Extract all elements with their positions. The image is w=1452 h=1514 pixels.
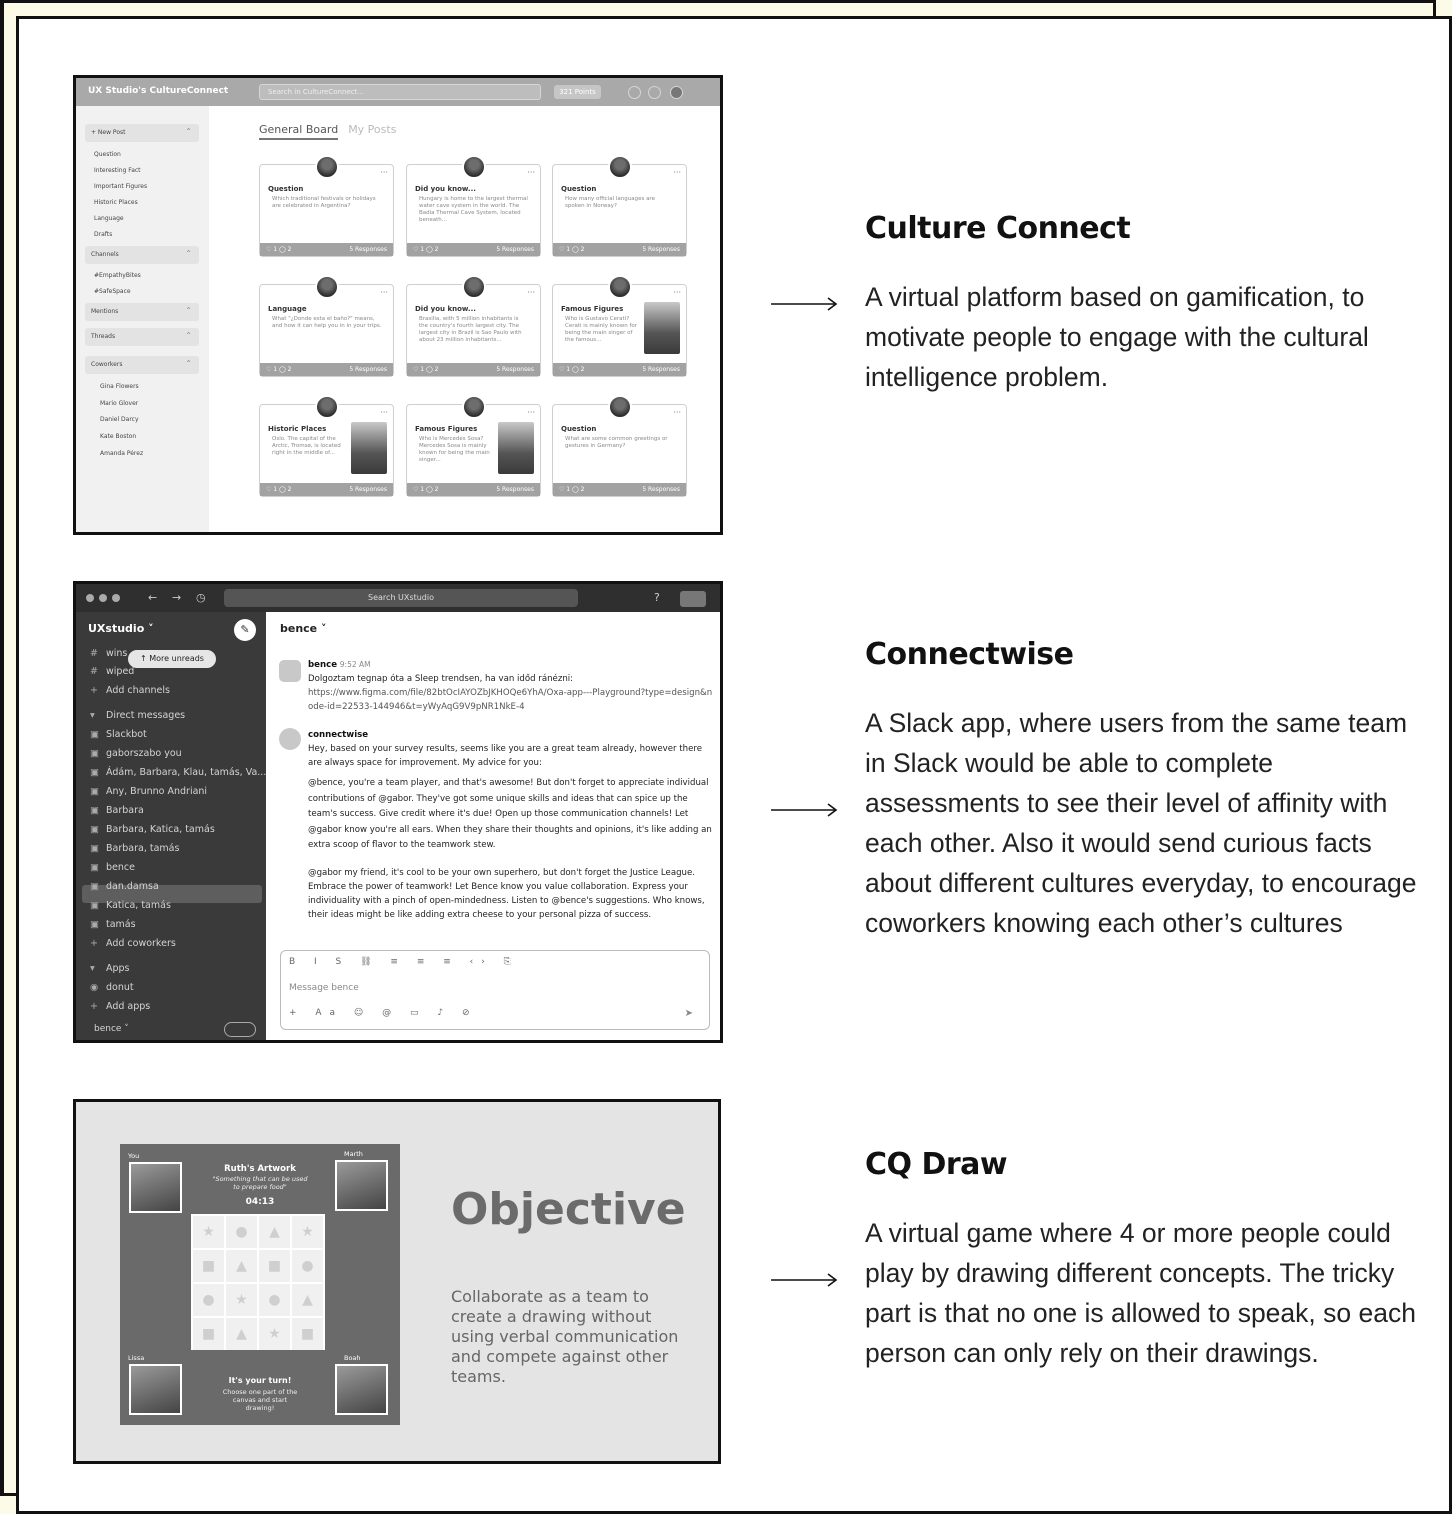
huddle-toggle[interactable] (224, 1022, 256, 1037)
sidebar-item[interactable] (90, 982, 134, 993)
player-label-lissa: Lissa (128, 1354, 145, 1362)
sidebar-item[interactable] (90, 767, 266, 778)
avatar[interactable] (680, 591, 706, 607)
sidebar-item-label: tamás (106, 919, 136, 930)
post-text: Who is Gustavo Cerati? Cerati is mainly known for being the main singer of the famous... (565, 316, 638, 343)
avatar (315, 395, 339, 419)
turn-title: It's your turn! (228, 1376, 292, 1385)
post-heading: Question (268, 185, 304, 193)
post-footer (407, 243, 540, 256)
post-image (644, 302, 680, 354)
more-icon[interactable]: ··· (673, 168, 681, 177)
cc-threads-group[interactable]: Threads ⌃ (85, 328, 199, 346)
message-composer[interactable] (280, 950, 710, 1030)
window-dot[interactable] (86, 594, 94, 602)
avatar (315, 275, 339, 299)
sidebar-item-label: dan.damsa (106, 881, 159, 892)
avatar (608, 275, 632, 299)
message-link[interactable]: https://www.figma.com/file/82btOcIAYOZbJKHOQe6YhA/Oxa-app---Playground?type=design&node-id=22533-144946&t=yWyAqG9V9pNR1NkE-4 (308, 688, 713, 712)
drawing-canvas[interactable] (191, 1214, 325, 1350)
message (308, 728, 713, 770)
sidebar-item[interactable] (90, 805, 144, 816)
sidebar-item[interactable] (90, 938, 176, 949)
channel-icon: # (90, 666, 98, 677)
sidebar-item[interactable] (90, 963, 130, 974)
cc-post-card[interactable] (259, 404, 394, 497)
avatar-icon: ▣ (90, 843, 99, 854)
sidebar-item[interactable] (90, 729, 147, 740)
sidebar-item[interactable] (90, 786, 207, 797)
cc-search-input[interactable]: Search in CultureConnect... (259, 84, 541, 100)
window-dot[interactable] (112, 594, 120, 602)
cw-titlebar (76, 584, 720, 612)
tab-my-posts[interactable]: My Posts (348, 123, 397, 136)
avatar-icon: ▣ (90, 881, 99, 892)
canvas-cell[interactable]: ★ (259, 1318, 290, 1350)
post-text: Which traditional festivals or holidays are celebrated in Argentina? (272, 196, 376, 209)
sidebar-item[interactable] (90, 881, 159, 892)
sidebar-item[interactable] (90, 1001, 150, 1012)
cc-coworker[interactable]: Gina Flowers (100, 383, 139, 390)
avatar-icon: ▣ (90, 729, 99, 740)
project-description: A virtual platform based on gamification, to motivate people to engage with the cultural intelligence problem. (865, 282, 1369, 392)
more-icon[interactable]: ··· (527, 288, 535, 297)
cc-notification-icon[interactable] (628, 86, 641, 99)
sidebar-item-label: wins (106, 648, 128, 659)
canvas-cell[interactable]: ▲ (292, 1284, 323, 1316)
arrow-right-icon (771, 803, 839, 817)
culture-connect-screenshot (73, 75, 723, 535)
sidebar-item-label: Add coworkers (106, 938, 176, 949)
cc-post-type[interactable]: Historic Places (94, 199, 138, 206)
post-heading: Question (561, 425, 597, 433)
cc-tabs (259, 123, 396, 136)
post-responses: 5 Responses (496, 366, 534, 373)
sidebar-item[interactable] (90, 824, 215, 835)
post-footer (553, 243, 686, 256)
post-reactions: ♡ 1 ◯ 2 (266, 366, 292, 373)
canvas-cell[interactable]: ★ (226, 1284, 257, 1316)
post-reactions: ♡ 1 ◯ 2 (413, 486, 439, 493)
avatar (462, 395, 486, 419)
sidebar-item[interactable] (90, 648, 127, 659)
post-footer (260, 483, 393, 496)
more-icon[interactable]: ··· (527, 168, 535, 177)
cq-draw-screenshot (73, 1099, 721, 1464)
sidebar-item-label: Add channels (106, 685, 170, 696)
message (308, 658, 713, 714)
cc-brand: UX Studio's CultureConnect (88, 86, 229, 96)
sidebar-item[interactable] (90, 919, 136, 930)
post-text: What are some common greetings or gestures in Germany? (565, 436, 668, 449)
cc-post-type[interactable]: Question (94, 151, 121, 158)
footer-user[interactable]: bence ˅ (94, 1024, 129, 1034)
sidebar-item-label: Apps (106, 963, 130, 974)
objective-heading: Objective (451, 1184, 686, 1235)
game-board (120, 1144, 400, 1425)
cc-topbar (76, 78, 720, 106)
post-footer (553, 363, 686, 376)
message-input[interactable]: Message bence (289, 983, 359, 993)
player-label-marth: Marth (344, 1150, 363, 1158)
composer-actions[interactable]: + Aa ☺ @ ▭ ♪ ⊘ (289, 1008, 478, 1018)
sidebar-item[interactable] (90, 748, 182, 759)
connectwise-screenshot (73, 581, 723, 1043)
cc-new-post-button[interactable]: + New Post ⌃ (85, 124, 199, 142)
more-icon[interactable]: ··· (380, 288, 388, 297)
project-description: A virtual game where 4 or more people could play by drawing different concepts. The tricky part is that no one is allowed to speak, so each person can only rely on their drawings. (865, 1218, 1416, 1368)
cc-post-card[interactable] (406, 284, 541, 377)
cc-sidebar (76, 106, 209, 535)
cc-points-badge: 321 Points (554, 85, 601, 99)
canvas-cell[interactable]: ★ (292, 1216, 323, 1248)
turn-subtitle: Choose one part of the canvas and start drawing! (222, 1388, 298, 1412)
post-footer (407, 363, 540, 376)
cc-channel[interactable]: #EmpathyBites (94, 272, 141, 279)
cc-avatar[interactable] (670, 86, 683, 99)
message-author[interactable]: bence (308, 660, 338, 670)
cc-settings-icon[interactable] (648, 86, 661, 99)
message-author[interactable]: connectwise (308, 730, 369, 740)
sidebar-item-label: Barbara (106, 805, 144, 816)
donut-icon: ◉ (90, 982, 99, 993)
history-icon[interactable]: ◷ (196, 591, 206, 604)
round-timer: 04:13 (245, 1197, 275, 1207)
post-reactions: ♡ 1 ◯ 2 (559, 486, 585, 493)
post-text: Who is Mercedes Sosa? Mercedes Sosa is mainly known for being the main singer... (419, 436, 490, 463)
help-icon[interactable]: ? (654, 591, 660, 604)
sidebar-item-label: wiped (106, 666, 135, 677)
post-heading: Language (268, 305, 307, 313)
post-text: Hungary is home to the largest thermal water cave system in the world. The Badia Thermal Cave System, located beneath... (419, 196, 528, 223)
canvas-cell[interactable]: ● (292, 1250, 323, 1282)
message-text: @bence, you're a team player, and that's awesome! But don't forget to appreciate individual contributions of @gabor. They've got some unique skills and ideas that can spice up the team's success. Give credit where it's due! Open up those communication channels! Let @gabor know you're all ears. When they share their thoughts and opinions, it's like adding an extra scoop of flavor to the teamwork stew. (308, 778, 712, 850)
cc-post-card[interactable] (406, 164, 541, 257)
post-reactions: ♡ 1 ◯ 2 (559, 246, 585, 253)
cc-post-card[interactable] (259, 284, 394, 377)
objective-text: Collaborate as a team to create a drawing without using verbal communication and compete against other teams. (451, 1287, 679, 1386)
cw-search-input[interactable]: Search UXstudio (224, 589, 578, 607)
more-icon[interactable]: ··· (673, 408, 681, 417)
caret-icon: ▾ (90, 963, 95, 974)
sidebar-item-label: donut (106, 982, 134, 993)
avatar-icon: ▣ (90, 900, 99, 911)
post-footer (407, 483, 540, 496)
more-icon[interactable]: ··· (673, 288, 681, 297)
sidebar-item-label: Any, Brunno Andriani (106, 786, 208, 797)
sidebar-item[interactable] (90, 685, 170, 696)
post-heading: Did you know... (415, 185, 476, 193)
post-responses: 5 Responses (349, 246, 387, 253)
canvas-cell[interactable]: ▲ (226, 1250, 257, 1282)
post-footer (260, 363, 393, 376)
canvas-cell[interactable]: ▲ (259, 1216, 290, 1248)
sidebar-item[interactable] (90, 710, 185, 721)
cc-post-card[interactable] (406, 404, 541, 497)
post-responses: 5 Responses (642, 366, 680, 373)
more-icon[interactable]: ··· (380, 408, 388, 417)
cc-post-type[interactable]: Important Figures (94, 183, 148, 190)
post-text: Brasilia, with 5 million inhabitants is the country's fourth largest city. The largest city in Brazil is Sao Paulo with about 23 million inhabitants... (419, 316, 522, 343)
sidebar-item-label: Barbara, Katica, tamás (106, 824, 215, 835)
post-responses: 5 Responses (642, 486, 680, 493)
connectwise-logo-icon (279, 728, 301, 750)
message-text: @gabor my friend, it's cool to be your own superhero, but don't forget the Justice League. Embrace the power of teamwork! Let Bence know you value collaboration. Express your individuality with a pinch of open-mindedness. Listen to @bence's suggestions. Who knows, their ideas might be like adding extra cheese to your personal pizza of success. (308, 868, 705, 920)
sidebar-item-label: Barbara, tamás (106, 843, 180, 854)
cc-post-card[interactable] (552, 284, 687, 377)
artwork-prompt: "Something that can be used to prepare food" (212, 1175, 308, 1191)
post-text: How many official languages are spoken in Norway? (565, 196, 655, 209)
cc-coworker[interactable]: Amanda Pérez (100, 450, 144, 457)
cc-channel[interactable]: #SafeSpace (94, 288, 131, 295)
more-icon[interactable]: ··· (380, 168, 388, 177)
post-heading: Famous Figures (415, 425, 478, 433)
avatar-icon: ▣ (90, 748, 99, 759)
avatar-icon: ▣ (90, 805, 99, 816)
post-heading: Did you know... (415, 305, 476, 313)
compose-icon[interactable]: ✎ (234, 619, 256, 641)
cc-coworkers-group[interactable]: Coworkers ⌃ (85, 356, 199, 374)
player-label-you: You (128, 1152, 140, 1160)
post-responses: 5 Responses (496, 486, 534, 493)
post-reactions: ♡ 1 ◯ 2 (266, 486, 292, 493)
post-heading: Question (561, 185, 597, 193)
channel-icon: # (90, 648, 98, 659)
canvas-cell[interactable]: ■ (193, 1250, 224, 1282)
post-reactions: ♡ 1 ◯ 2 (266, 246, 292, 253)
cc-coworker[interactable]: Kate Boston (100, 433, 137, 440)
avatar-icon: ▣ (90, 862, 99, 873)
message-time: 9:52 AM (339, 660, 371, 669)
post-text: Oslo. The capital of the Arctic, Tromsø, is located right in the middle of... (272, 436, 341, 456)
post-heading: Famous Figures (561, 305, 624, 313)
plus-icon: + (90, 685, 98, 696)
more-unreads-button[interactable]: ↑ More unreads (128, 650, 216, 668)
post-footer (553, 483, 686, 496)
cc-post-type[interactable]: Language (94, 215, 124, 222)
avatar-icon: ▣ (90, 786, 99, 797)
canvas-cell[interactable]: ▲ (226, 1318, 257, 1350)
canvas-cell[interactable]: ★ (193, 1216, 224, 1248)
workspace-name[interactable]: UXstudio ˅ (88, 622, 154, 635)
canvas-cell[interactable]: ● (259, 1284, 290, 1316)
cc-post-type[interactable]: Drafts (94, 231, 113, 238)
cc-coworker[interactable]: Daniel Darcy (100, 416, 139, 423)
cc-post-card[interactable] (552, 404, 687, 497)
avatar (315, 155, 339, 179)
cw-sidebar (76, 612, 266, 1043)
send-icon[interactable]: ➤ (684, 1008, 693, 1019)
post-responses: 5 Responses (349, 486, 387, 493)
sidebar-item-label: Direct messages (106, 710, 186, 721)
sidebar-item[interactable] (90, 900, 171, 911)
avatar (279, 660, 301, 682)
avatar (608, 155, 632, 179)
artwork-title: Ruth's Artwork (224, 1164, 296, 1174)
project-description: A Slack app, where users from the same team in Slack would be able to complete assessments to see their level of affinity with each other. Also it would send curious facts about different cultures everyday, to encourage coworkers knowing each other’s cultures (865, 708, 1417, 938)
canvas-cell[interactable]: ■ (259, 1250, 290, 1282)
avatar-icon: ▣ (90, 767, 99, 778)
sidebar-item[interactable] (90, 843, 179, 854)
player-label-boah: Boah (344, 1354, 361, 1362)
channel-header[interactable]: bence ˅ (280, 622, 327, 635)
plus-icon: + (90, 1001, 98, 1012)
canvas-cell[interactable]: ■ (193, 1318, 224, 1350)
project-title: Connectwise (865, 637, 1074, 672)
more-icon[interactable]: ··· (527, 408, 535, 417)
post-text: What "¿Donde esta el baño?" means, and how it can help you in in your trips. (272, 316, 382, 329)
cc-coworker[interactable]: Mario Glover (100, 400, 139, 407)
project-title: CQ Draw (865, 1147, 1008, 1182)
post-footer (260, 243, 393, 256)
post-responses: 5 Responses (496, 246, 534, 253)
back-icon[interactable]: ← (148, 591, 158, 604)
avatar (608, 395, 632, 419)
canvas-cell[interactable]: ● (193, 1284, 224, 1316)
post-responses: 5 Responses (349, 366, 387, 373)
avatar-icon: ▣ (90, 824, 99, 835)
avatar (462, 275, 486, 299)
cc-post-card[interactable] (259, 164, 394, 257)
sidebar-item-label: gaborszabo you (106, 748, 182, 759)
post-responses: 5 Responses (642, 246, 680, 253)
sidebar-item-label: Slackbot (106, 729, 147, 740)
cc-post-type[interactable]: Interesting Fact (94, 167, 141, 174)
portfolio-card (16, 16, 1452, 1514)
arrow-right-icon (771, 1273, 839, 1287)
avatar-icon: ▣ (90, 919, 99, 930)
sidebar-item[interactable] (90, 666, 134, 677)
formatting-toolbar[interactable]: B I S ⛓ ≡ ≡ ≡ ‹› ⎘ (289, 957, 519, 967)
canvas-cell[interactable]: ■ (292, 1318, 323, 1350)
sidebar-item-label: Ádám, Barbara, Klau, tamás, Va... (106, 767, 267, 778)
forward-icon[interactable]: → (172, 591, 182, 604)
post-image (351, 422, 387, 474)
post-reactions: ♡ 1 ◯ 2 (413, 366, 439, 373)
avatar (462, 155, 486, 179)
cc-post-card[interactable] (552, 164, 687, 257)
project-title: Culture Connect (865, 211, 1131, 246)
plus-icon: + (90, 938, 98, 949)
sidebar-item-label: Katica, tamás (106, 900, 171, 911)
message-text: Hey, based on your survey results, seems like you are a great team already, however there are always space for improvement. My advice for you: (308, 744, 703, 768)
window-dot[interactable] (99, 594, 107, 602)
post-image (498, 422, 534, 474)
cc-channels-group[interactable]: Channels ⌃ (85, 246, 199, 264)
tab-general-board[interactable]: General Board (259, 123, 338, 140)
message-text: Dolgoztam tegnap óta a Sleep trendsen, ha van időd ránézni: (308, 674, 574, 684)
canvas-cell[interactable]: ● (226, 1216, 257, 1248)
post-heading: Historic Places (268, 425, 327, 433)
sidebar-item-label: Add apps (106, 1001, 151, 1012)
post-reactions: ♡ 1 ◯ 2 (413, 246, 439, 253)
caret-icon: ▾ (90, 710, 95, 721)
post-reactions: ♡ 1 ◯ 2 (559, 366, 585, 373)
arrow-right-icon (771, 297, 839, 311)
cc-mentions-group[interactable]: Mentions ⌃ (85, 303, 199, 321)
cw-main (266, 612, 723, 1043)
sidebar-item-bence[interactable] (90, 862, 135, 873)
sidebar-item-label: bence (106, 862, 135, 873)
